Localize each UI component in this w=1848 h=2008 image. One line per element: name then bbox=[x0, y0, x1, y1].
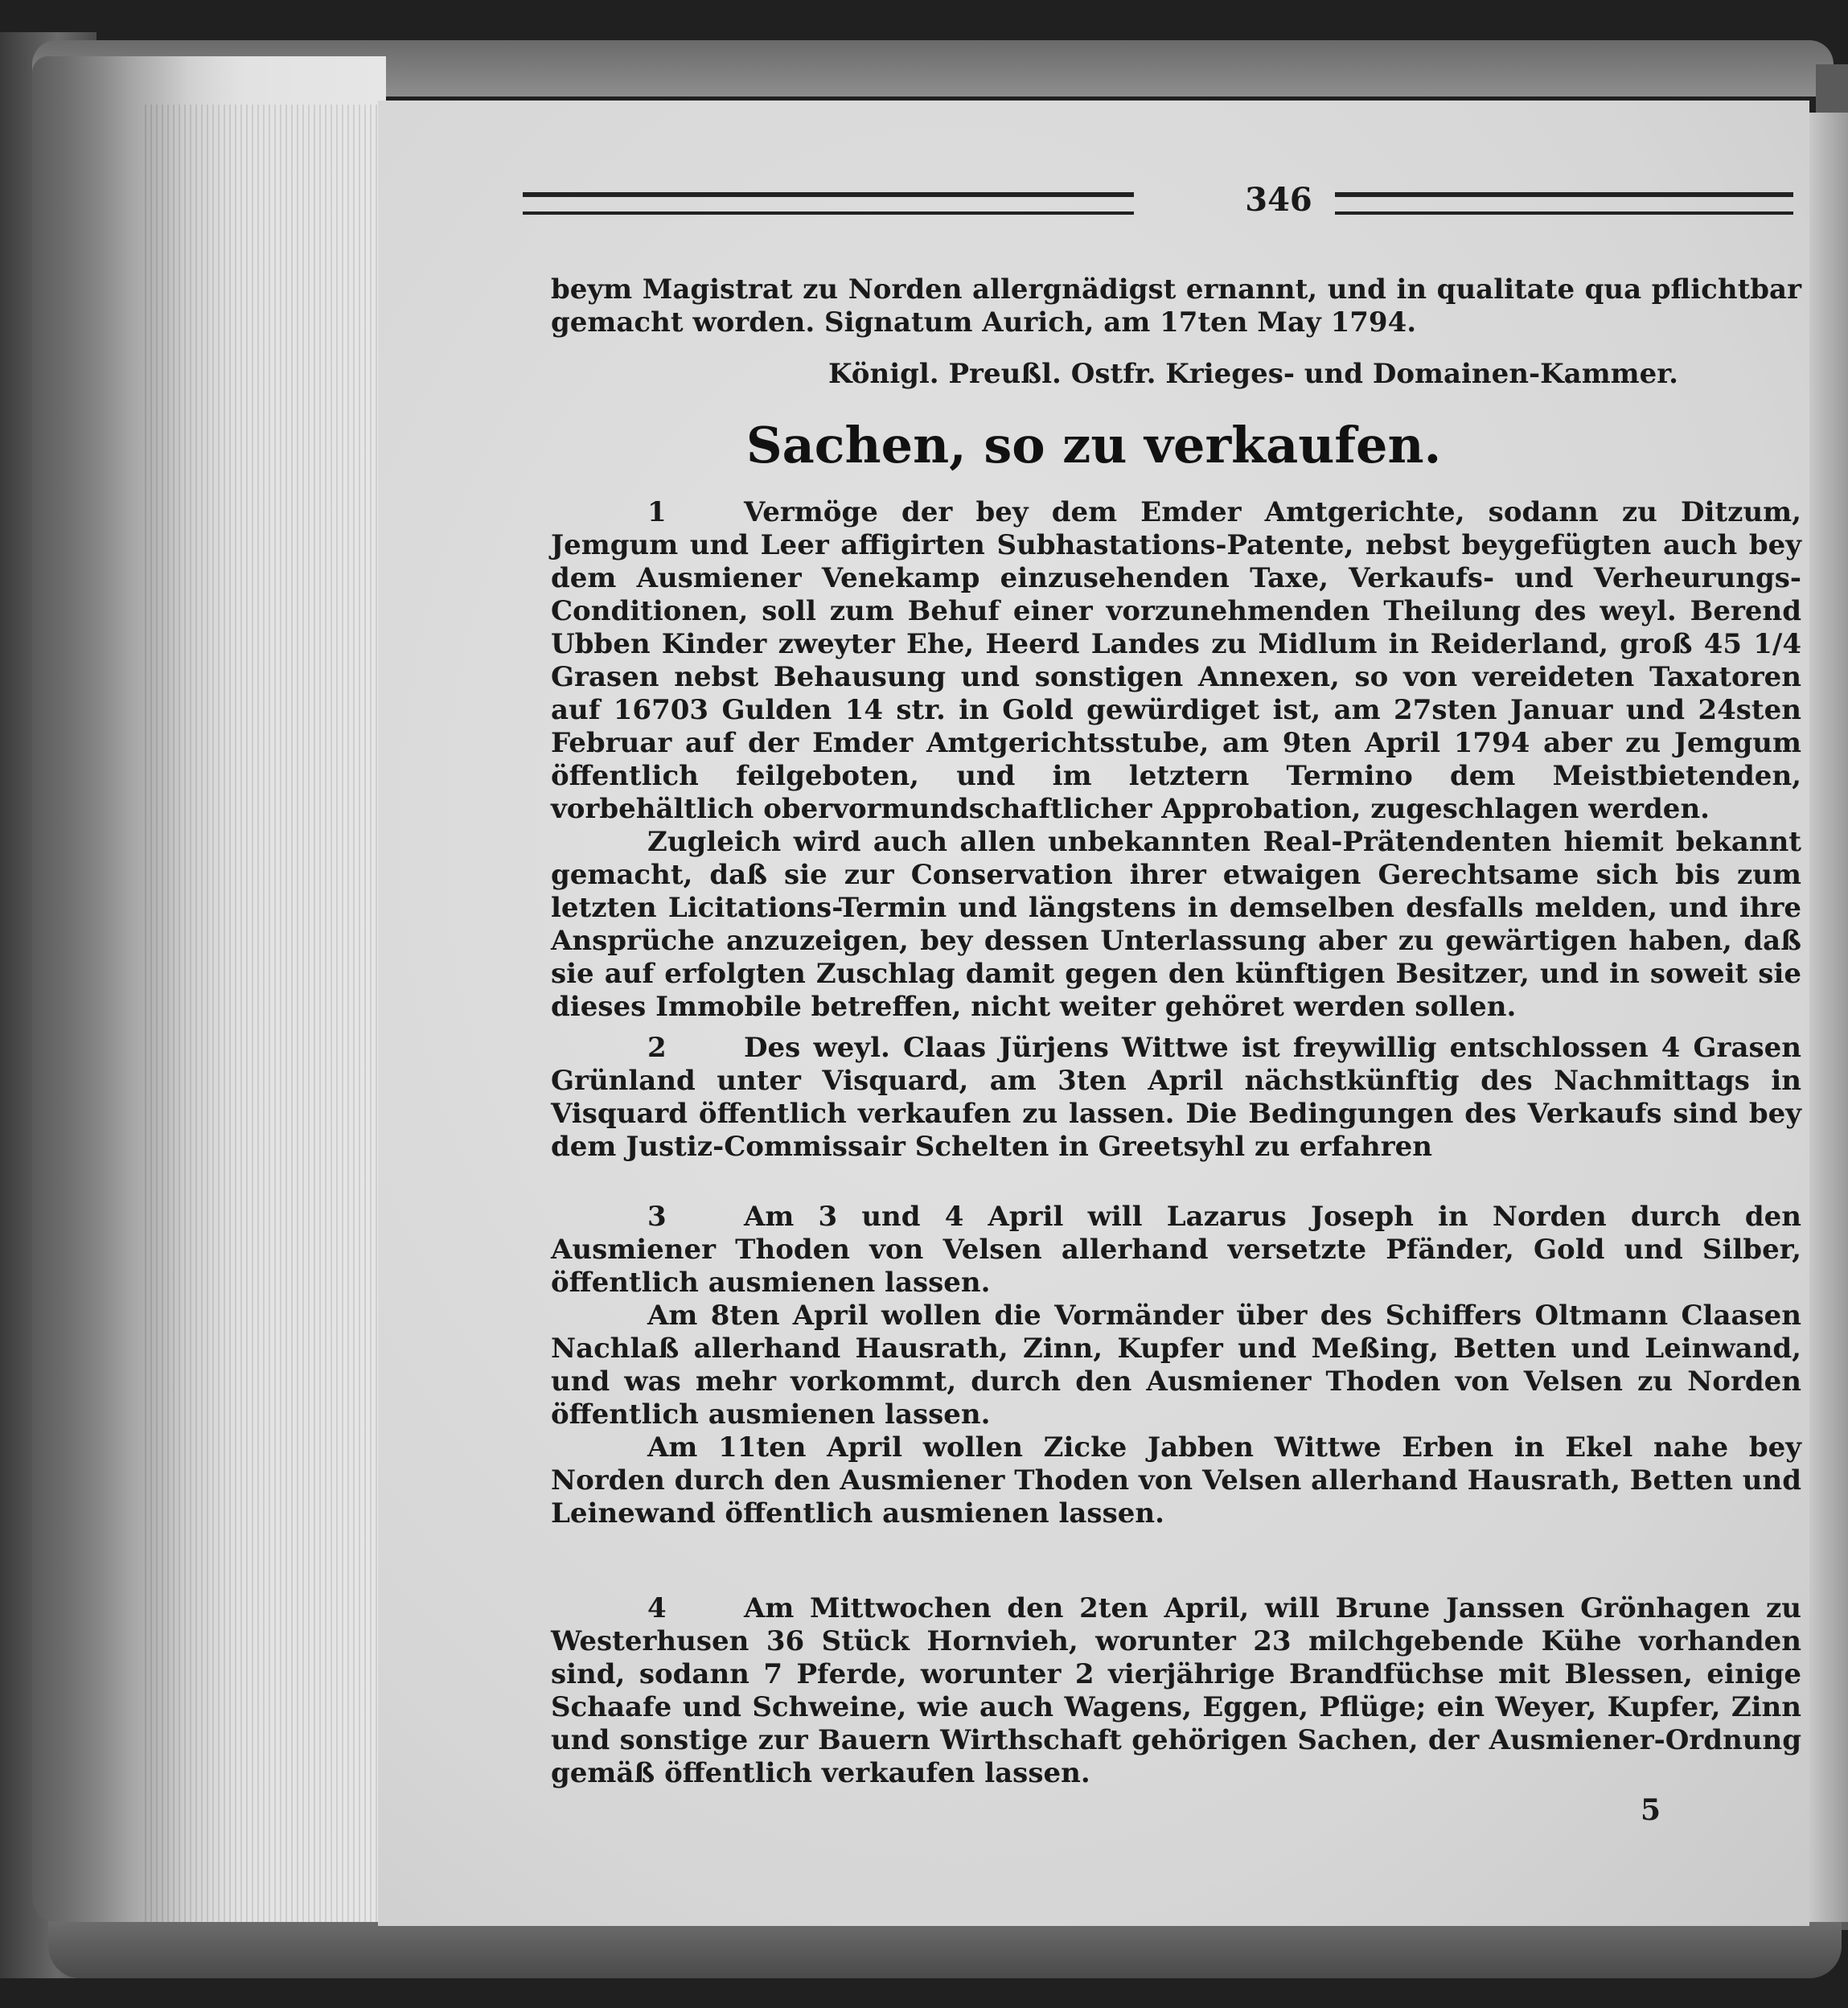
header-rule-right bbox=[1335, 192, 1793, 215]
header-rule-left bbox=[523, 192, 1134, 215]
notice-paragraph: Am 11ten April wollen Zicke Jabben Wittwe Erben in Ekel nahe bey Norden durch den Ausmiener Thoden von Velsen allerhand Hausrath, Betten und Leinewand öffentlich ausmienen lassen. bbox=[551, 1431, 1801, 1530]
notice-item-2 bbox=[551, 1032, 1801, 1164]
running-header bbox=[523, 181, 1793, 221]
notice-paragraph: Zugleich wird auch allen unbekannten Real-Prätendenten hiemit bekannt gemacht, daß sie zur Conservation ihrer etwaigen Gerechtsame sich bis zum letzten Licitations-Termin und längstens in demselben desfalls melden, und ihre Ansprüche anzuzeigen, bey dessen Unterlassung aber zu gewärtigen haben, daß sie auf erfolgten Zuschlag damit gegen den künftigen Besitzer, und in soweit sie dieses Immobile betreffen, nicht weiter gehöret werden sollen. bbox=[551, 826, 1801, 1023]
paragraph-text: Am Mittwochen den 2ten April, will Brune Janssen Grönhagen zu Westerhusen 36 Stück Hornvieh, worunter 23 milchgebende Kühe vorhanden sind, sodann 7 Pferde, worunter 2 vierjährige Brandfüchse mit Blessen, einige Schaafe und Schweine, wie auch Wagens, Eggen, Pflüge; ein Weyer, Kupfer, Zinn und sonstige zur Bauern Wirthschaft gehörigen Sachen, der Ausmiener-Ordnung gemäß öffentlich verkaufen lassen. bbox=[551, 1592, 1801, 1789]
notice-paragraph bbox=[551, 1032, 1801, 1164]
paragraph-text: Des weyl. Claas Jürjens Wittwe ist freywillig entschlossen 4 Grasen Grünland unter Visquard, am 3ten April nächstkünftig des Nachmittags in Visquard öffentlich verkaufen zu lassen. Die Bedingungen des Verkaufs sind bey dem Justiz-Commissair Schelten in Greetsyhl zu erfahren bbox=[551, 1032, 1801, 1163]
page-number: 346 bbox=[1245, 181, 1312, 219]
item-number: 4 bbox=[647, 1592, 667, 1624]
notice-paragraph bbox=[551, 496, 1801, 826]
notice-paragraph: Am 8ten April wollen die Vormänder über des Schiffers Oltmann Claasen Nachlaß allerhand Hausrath, Zinn, Kupfer und Meßing, Betten und Leinwand, und was mehr vorkommt, durch den Ausmiener Thoden von Velsen zu Norden öffentlich ausmienen lassen. bbox=[551, 1300, 1801, 1431]
item-number: 3 bbox=[647, 1201, 667, 1233]
printed-page bbox=[378, 101, 1809, 1926]
notice-paragraph bbox=[551, 1592, 1801, 1790]
notice-item-4 bbox=[551, 1592, 1801, 1790]
opening-paragraph-block bbox=[551, 273, 1801, 339]
section-heading: Sachen, so zu verkaufen. bbox=[745, 416, 1442, 474]
page-edges bbox=[32, 56, 386, 1922]
paragraph-text: Vermöge der bey dem Emder Amtgerichte, sodann zu Ditzum, Jemgum und Leer affigirten Subhastations-Patente, nebst beygefügten auch bey dem Ausmiener Venekamp einzusehenden Taxe, Verkaufs- und Verheurungs-Conditionen, soll zum Behuf einer vorzunehmenden Theilung des weyl. Berend Ubben Kinder zweyter Ehe, Heerd Landes zu Midlum in Reiderland, groß 45 1/4 Grasen nebst Behausung und sonstigen Annexen, so von vereideten Taxatoren auf 16703 Gulden 14 str. in Gold gewürdiget ist, am 27sten Januar und 24sten Februar auf der Emder Amtgerichtsstube, am 9ten April 1794 aber zu Jemgum öffentlich feilgeboten, und im letztern Termino dem Meistbietenden, vorbehältlich obervormundschaftlicher Approbation, zugeschlagen werden. bbox=[551, 496, 1801, 825]
issuer-signature: Königl. Preußl. Ostfr. Krieges- und Domainen-Kammer. bbox=[828, 358, 1678, 390]
item-number: 2 bbox=[647, 1032, 667, 1064]
paragraph-text: Am 3 und 4 April will Lazarus Joseph in Norden durch den Ausmiener Thoden von Velsen allerhand versetzte Pfänder, Gold und Silber, öffentlich ausmienen lassen. bbox=[551, 1201, 1801, 1299]
notice-item-3 bbox=[551, 1201, 1801, 1530]
catchword: 5 bbox=[1641, 1793, 1661, 1827]
notice-item-1 bbox=[551, 496, 1801, 1024]
item-number: 1 bbox=[647, 496, 667, 528]
notice-paragraph bbox=[551, 1201, 1801, 1300]
opening-paragraph: beym Magistrat zu Norden allergnädigst ernannt, und in qualitate qua pflichtbar gemacht worden. Signatum Aurich, am 17ten May 1794. bbox=[551, 273, 1801, 339]
